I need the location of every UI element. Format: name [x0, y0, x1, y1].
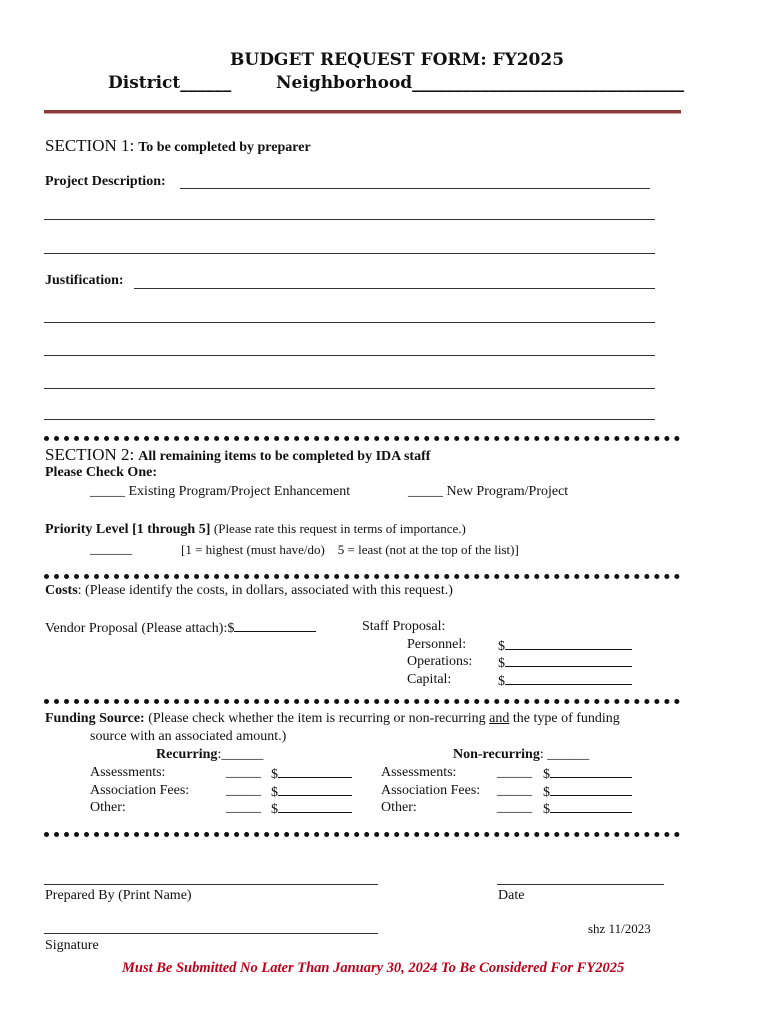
staff-proposal-label: Staff Proposal:	[362, 619, 446, 634]
funding-hint-and: and	[489, 711, 510, 726]
option-existing-program[interactable]: _____ Existing Program/Project Enhancement	[90, 484, 351, 499]
dollar-sign: $	[543, 785, 550, 800]
recurring-header	[156, 747, 263, 763]
funding-label: Funding Source:	[45, 711, 145, 726]
recurring-association-fees-amount	[271, 783, 352, 801]
nonrecurring-other-amount	[543, 800, 632, 818]
nonrecurring-association-fees-check[interactable]: _____	[497, 783, 532, 798]
justification-line-2[interactable]	[44, 322, 655, 323]
capital-dollar: $	[498, 674, 505, 689]
capital-input[interactable]	[505, 672, 632, 685]
personnel-input[interactable]	[505, 637, 632, 650]
section1-header	[45, 136, 311, 156]
funding-hint-3: source with an associated amount.)	[90, 729, 287, 744]
personnel-dollar: $	[498, 639, 505, 654]
district-field[interactable]: District______	[108, 73, 232, 93]
priority-level-label: Priority Level [1 through 5]	[45, 522, 211, 537]
neighborhood-field[interactable]: Neighborhood________________________________	[276, 73, 685, 93]
priority-level-input[interactable]: ______	[90, 542, 132, 557]
nonrecurring-assessments-label: Assessments:	[381, 765, 457, 780]
project-description-line-1[interactable]	[180, 188, 650, 189]
dollar-sign: $	[543, 767, 550, 782]
section-divider-2	[44, 574, 680, 579]
section1-subheading: To be completed by preparer	[138, 140, 311, 155]
capital-label: Capital:	[407, 672, 452, 687]
nonrecurring-other-label: Other:	[381, 800, 417, 815]
capital-row	[498, 672, 632, 690]
signature-line[interactable]	[44, 933, 378, 934]
nonrecurring-checkbox[interactable]: : ______	[539, 747, 590, 762]
project-description-label: Project Description:	[45, 174, 166, 189]
personnel-label: Personnel:	[407, 637, 467, 652]
section-divider-3	[44, 699, 680, 704]
dollar-sign: $	[271, 767, 278, 782]
section-divider-4	[44, 832, 680, 837]
section2-header	[45, 445, 430, 465]
check-one-label: Please Check One:	[45, 465, 157, 480]
vendor-proposal-row	[45, 619, 316, 637]
header-rule	[44, 110, 681, 114]
dollar-sign: $	[271, 802, 278, 817]
justification-line-4[interactable]	[44, 388, 655, 389]
justification-line-1[interactable]	[134, 288, 655, 289]
dollar-sign: $	[543, 802, 550, 817]
recurring-assessments-label: Assessments:	[90, 765, 166, 780]
prepared-by-line[interactable]	[44, 884, 378, 885]
recurring-other-amount	[271, 800, 352, 818]
project-description-line-2[interactable]	[44, 219, 655, 220]
option-new-program[interactable]: _____ New Program/Project	[408, 484, 569, 499]
section1-heading: SECTION 1:	[45, 136, 135, 155]
section-divider-1	[44, 436, 680, 441]
justification-label: Justification:	[45, 273, 124, 288]
recurring-association-fees-label: Association Fees:	[90, 783, 190, 798]
nonrecurring-association-fees-label: Association Fees:	[381, 783, 481, 798]
section2-subheading: All remaining items to be completed by IDA staff	[138, 449, 431, 464]
recurring-other-check[interactable]: _____	[226, 800, 261, 815]
operations-dollar: $	[498, 656, 505, 671]
recurring-association-fees-input[interactable]	[278, 783, 352, 796]
recurring-assessments-amount	[271, 765, 352, 783]
operations-row	[498, 654, 632, 672]
recurring-assessments-check[interactable]: _____	[226, 765, 261, 780]
operations-label: Operations:	[407, 654, 473, 669]
nonrecurring-header	[453, 747, 589, 763]
priority-level-row	[45, 521, 466, 538]
recurring-checkbox[interactable]: :______	[217, 747, 264, 762]
nonrecurring-association-fees-input[interactable]	[550, 783, 632, 796]
deadline-notice: Must Be Submitted No Later Than January 30, 2024 To Be Considered For FY2025	[122, 960, 625, 976]
vendor-proposal-label: Vendor Proposal (Please attach):$	[45, 621, 235, 636]
nonrecurring-association-fees-amount	[543, 783, 632, 801]
date-label: Date	[498, 888, 525, 903]
recurring-assessments-input[interactable]	[278, 765, 352, 778]
nonrecurring-assessments-check[interactable]: _____	[497, 765, 532, 780]
form-title: BUDGET REQUEST FORM: FY2025	[230, 50, 565, 70]
recurring-other-label: Other:	[90, 800, 126, 815]
form-version: shz 11/2023	[588, 921, 651, 936]
recurring-association-fees-check[interactable]: _____	[226, 783, 261, 798]
date-line[interactable]	[497, 884, 664, 885]
costs-header	[45, 583, 453, 599]
nonrecurring-assessments-input[interactable]	[550, 765, 632, 778]
recurring-label: Recurring	[156, 747, 218, 762]
priority-scale: [1 = highest (must have/do) 5 = least (not at the top of the list)]	[181, 542, 519, 557]
nonrecurring-other-check[interactable]: _____	[497, 800, 532, 815]
priority-hint: (Please rate this request in terms of importance.)	[213, 521, 466, 536]
nonrecurring-label: Non-recurring	[453, 747, 540, 762]
funding-hint-1: (Please check whether the item is recurring or non-recurring	[148, 711, 486, 726]
justification-line-3[interactable]	[44, 355, 655, 356]
personnel-row	[498, 637, 632, 655]
project-description-line-3[interactable]	[44, 253, 655, 254]
nonrecurring-assessments-amount	[543, 765, 632, 783]
vendor-proposal-input[interactable]	[234, 619, 316, 632]
operations-input[interactable]	[505, 654, 632, 667]
recurring-other-input[interactable]	[278, 800, 352, 813]
section2-heading: SECTION 2:	[45, 445, 135, 464]
justification-line-5[interactable]	[44, 419, 655, 420]
nonrecurring-other-input[interactable]	[550, 800, 632, 813]
costs-hint: : (Please identify the costs, in dollars, associated with this request.)	[77, 583, 453, 598]
funding-header	[45, 711, 620, 727]
signature-label: Signature	[45, 938, 99, 953]
funding-hint-2: the type of funding	[512, 711, 620, 726]
dollar-sign: $	[271, 785, 278, 800]
costs-label: Costs	[45, 583, 78, 598]
prepared-by-label: Prepared By (Print Name)	[45, 888, 192, 903]
